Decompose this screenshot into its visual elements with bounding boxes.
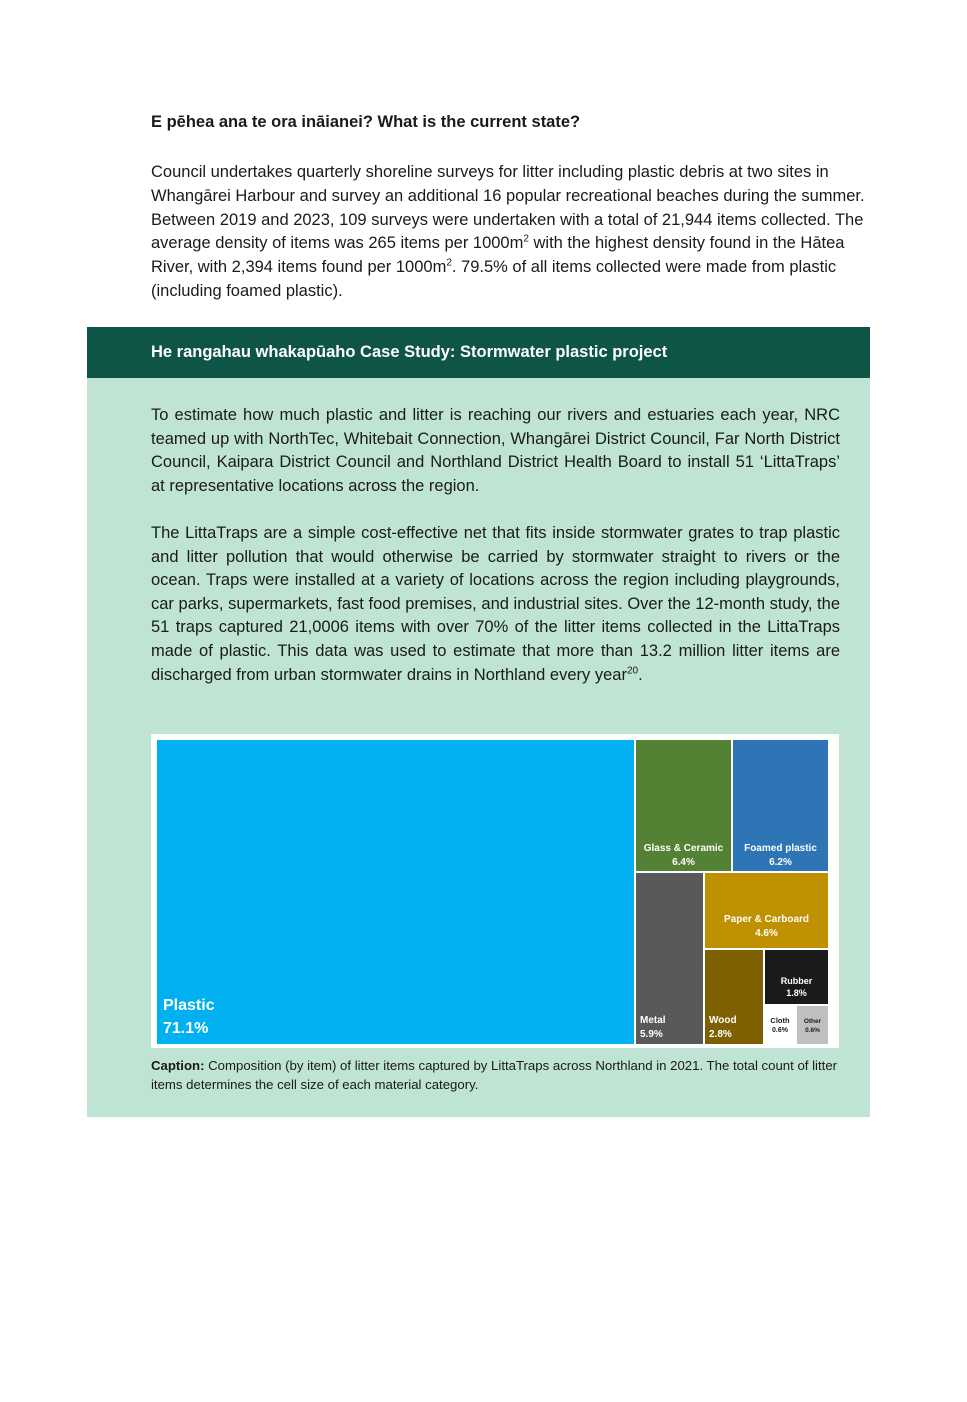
section-heading: E pēhea ana te ora ināianei? What is the current state? xyxy=(151,113,581,131)
intro-paragraph xyxy=(151,161,871,304)
treemap-category-name: Foamed plastic xyxy=(744,843,817,854)
treemap-cell-cloth xyxy=(765,1006,795,1044)
treemap-label xyxy=(733,842,828,869)
treemap-category-value: 6.2% xyxy=(769,856,792,868)
treemap-cell-other xyxy=(797,1006,828,1044)
treemap-category-name: Glass & Ceramic xyxy=(643,843,724,854)
treemap-cell-plastic xyxy=(157,740,634,1044)
caption-text: Composition (by item) of litter items captured by LittaTraps across Northland in 2021. The total count of litter items determines the cell size of each material category. xyxy=(151,1058,838,1092)
footnote-ref: 20 xyxy=(626,665,639,677)
caption-label: Caption: xyxy=(151,1058,205,1073)
treemap-cell-rubber xyxy=(765,950,828,1004)
treemap-category-value: 0.6% xyxy=(805,1026,820,1034)
treemap-category-name: Cloth xyxy=(770,1016,790,1025)
treemap-category-value: 2.8% xyxy=(709,1028,732,1040)
treemap-label xyxy=(163,994,634,1040)
treemap-category-name: Paper & Carboard xyxy=(723,914,810,925)
intro-sup-1: 2 xyxy=(523,233,529,245)
treemap-category-value: 0.6% xyxy=(772,1027,788,1035)
treemap-label xyxy=(797,1018,828,1036)
case-study-paragraph-2-text: The LittaTraps are a simple cost-effective net that fits inside stormwater grates to trap plastic and litter pollution that would otherwise be carried by stormwater straight to rivers or the ocean. Traps were installed at a variety of locations across the region including playgrounds, car parks, supermarkets, fast food premises, and industrial sites. Over the 12-month study, the 51 traps captured 21,0006 items with over 70% of the litter items collected in the LittaTraps made of plastic. This data was used to estimate that more than 13.2 million litter items are discharged from urban stormwater drains in Northland every year xyxy=(151,524,840,684)
case-study-title: He rangahau whakapūaho Case Study: Stormwater plastic project xyxy=(87,327,870,378)
treemap-category-value: 71.1% xyxy=(163,1020,209,1037)
treemap-category-value: 4.6% xyxy=(755,927,778,939)
treemap-label xyxy=(765,975,828,999)
treemap-label xyxy=(765,1016,795,1036)
intro-text-2: with the highest density found in the Hātea River, with 2,394 items found per 1000m xyxy=(151,234,845,277)
treemap-cell-foamed-plastic xyxy=(733,740,828,871)
figure-caption xyxy=(151,1056,840,1094)
treemap-category-name: Metal xyxy=(640,1015,666,1026)
intro-text-3: . 79.5% of all items collected were made from plastic (including foamed plastic). xyxy=(151,258,837,300)
treemap-label xyxy=(709,1014,763,1041)
treemap-cell-paper-carboard xyxy=(705,873,828,948)
treemap-category-value: 1.8% xyxy=(786,988,807,999)
treemap-category-name: Wood xyxy=(709,1015,737,1026)
treemap-cell-glass-ceramic xyxy=(636,740,731,871)
litter-composition-treemap xyxy=(151,734,839,1048)
treemap-cell-metal xyxy=(636,873,703,1044)
intro-text-1: Council undertakes quarterly shoreline surveys for litter including plastic debris at two sites in Whangārei Harbour and survey an additional 16 popular recreational beaches during the summer. Between 2019 and 2023, 109 surveys were undertaken with a total of 21,944 items collected. The average density of items was 265 items per 1000m xyxy=(151,163,865,253)
treemap-category-value: 5.9% xyxy=(640,1028,663,1040)
case-study-paragraph-2 xyxy=(151,522,840,687)
treemap-category-value: 6.4% xyxy=(672,856,695,868)
treemap-label xyxy=(636,842,731,869)
treemap-category-name: Plastic xyxy=(163,997,215,1014)
intro-sup-2: 2 xyxy=(446,257,452,269)
treemap-label xyxy=(705,913,828,940)
treemap-label xyxy=(640,1014,703,1041)
treemap-category-name: Rubber xyxy=(780,976,813,986)
case-study-paragraph-1: To estimate how much plastic and litter is reaching our rivers and estuaries each year, NRC teamed up with NorthTec, Whitebait Connection, Whangārei District Council, Far North District Council, Kaipara District Council and Northland District Health Board to install 51 ‘LittaTraps’ at representative locations across the region. xyxy=(151,406,840,495)
case-study-paragraph-2-end: . xyxy=(638,665,643,684)
treemap-category-name: Other xyxy=(803,1018,822,1025)
treemap-cell-wood xyxy=(705,950,763,1044)
